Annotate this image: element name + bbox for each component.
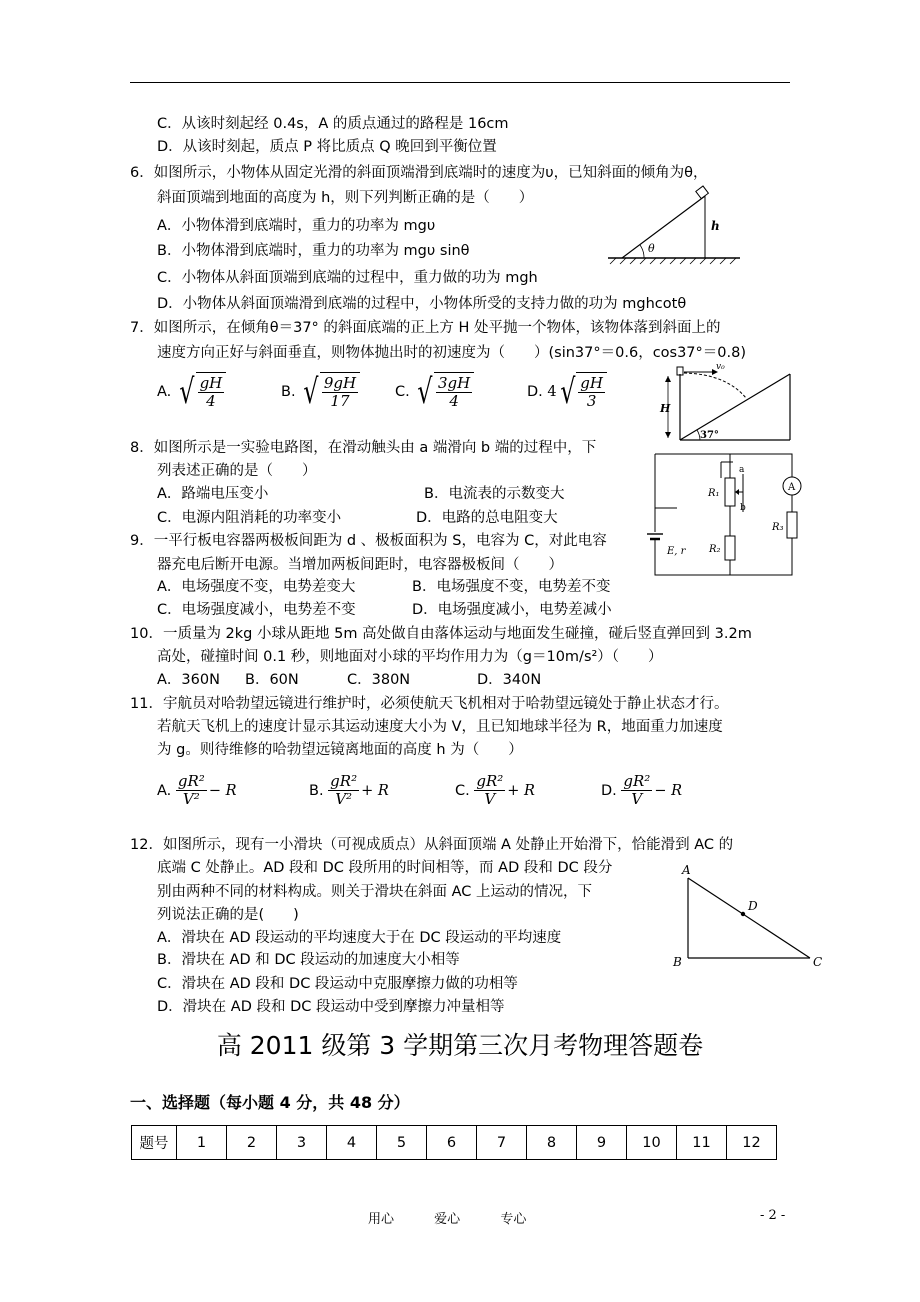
q7-d-num: gH <box>580 374 603 392</box>
q11-option-c <box>455 773 601 808</box>
q7-a-num: gH <box>199 374 223 392</box>
section-heading: 一、选择题（每小题 4 分，共 48 分） <box>130 1093 410 1112</box>
q7-stem-1: 7．如图所示，在倾角θ＝37° 的斜面底端的正上方 H 处平抛一个物体，该物体落到斜面上的 <box>130 320 721 336</box>
q7-b-den: 17 <box>330 392 350 410</box>
q8-r3-label: R₃ <box>772 522 784 533</box>
q12-stem-1: 12．如图所示，现有一小滑块（可视成质点）从斜面顶端 A 处静止开始滑下，恰能滑到 AC 的 <box>130 837 734 853</box>
table-cell: 6 <box>427 1126 477 1160</box>
q7-c-letter: C. <box>395 384 410 400</box>
q8-ammeter-label: A <box>788 482 796 493</box>
q11-d-den: V <box>631 790 643 808</box>
q7-option-b <box>281 372 395 412</box>
q7-option-d <box>527 372 607 412</box>
header-rule <box>130 82 790 83</box>
q8-b-label: b <box>740 503 746 513</box>
q8-option-d: D．电路的总电阻变大 <box>416 510 558 526</box>
footer-word-2: 爱心 <box>434 1212 461 1227</box>
q11-c-tail: + R <box>507 782 535 799</box>
table-cell: 12 <box>727 1126 777 1160</box>
table-row <box>132 1126 777 1160</box>
table-cell: 3 <box>277 1126 327 1160</box>
q10-stem-1: 10．一质量为 2kg 小球从距地 5m 高处做自由落体运动与地面发生碰撞，碰后竖直弹回到 3.2m <box>130 626 752 642</box>
table-cell: 7 <box>477 1126 527 1160</box>
q6-stem-1: 6．如图所示，小物体从固定光滑的斜面顶端滑到底端时的速度为υ，已知斜面的倾角为θ， <box>130 165 708 181</box>
q11-stem-2: 若航天飞机上的速度计显示其运动速度大小为 V，且已知地球半径为 R，地面重力加速度 <box>157 719 723 735</box>
sqrt-symbol: √ $\frac{9gH}{17}$ <box>300 372 360 412</box>
table-header-cell: 题号 <box>132 1126 177 1160</box>
q11-a-letter: A. <box>157 782 172 799</box>
q11-d-num: gR² <box>623 772 651 790</box>
answer-table <box>131 1125 777 1160</box>
q11-d-letter: D. <box>601 782 617 799</box>
table-cell: 4 <box>327 1126 377 1160</box>
q11-b-num: gR² <box>330 772 358 790</box>
q12-b-label: B <box>673 955 682 969</box>
footer-motto <box>368 1208 562 1227</box>
q7-b-letter: B. <box>281 384 296 400</box>
table-cell: 5 <box>377 1126 427 1160</box>
q6-incline-figure <box>600 184 745 270</box>
q11-a-tail: − R <box>208 782 237 799</box>
q8-circuit-figure <box>647 450 807 580</box>
q12-stem-3: 别由两种不同的材料构成。则关于滑块在斜面 AC 上运动的情况，下 <box>157 884 593 900</box>
q7-projectile-figure <box>660 364 795 444</box>
q11-b-tail: + R <box>361 782 389 799</box>
q9-stem-2: 器充电后断开电源。当增加两板间距时，电容器极板间（ ） <box>157 557 563 573</box>
q7-v0-label: v₀ <box>716 362 725 372</box>
q9-stem-1: 9．一平行板电容器两极板间距为 d 、极板面积为 S，电容为 C，对此电容 <box>130 533 607 549</box>
q10-stem-2: 高处，碰撞时间 0.1 秒，则地面对小球的平均作用力为（g＝10m/s²）（ ） <box>157 649 663 665</box>
q7-a-den: 4 <box>206 392 216 410</box>
q8-stem-2: 列表述正确的是（ ） <box>157 463 317 479</box>
q7-b-num: 9gH <box>323 374 357 392</box>
page-number: - 2 - <box>760 1208 786 1223</box>
table-cell: 9 <box>577 1126 627 1160</box>
q12-c-label: C <box>813 955 823 969</box>
q11-c-letter: C. <box>455 782 470 799</box>
q7-options <box>157 372 607 412</box>
q12-a-label: A <box>682 863 691 877</box>
table-cell: 2 <box>227 1126 277 1160</box>
q7-h-label: H <box>660 402 671 415</box>
q11-b-letter: B. <box>309 782 324 799</box>
q12-triangle-figure <box>670 862 830 972</box>
q12-option-a: A．滑块在 AD 段运动的平均速度大于在 DC 段运动的平均速度 <box>157 930 562 946</box>
q6-stem-2: 斜面顶端到地面的高度为 h，则下列判断正确的是（ ） <box>157 190 534 206</box>
q10-option-c: C．380N <box>347 672 411 688</box>
table-cell: 1 <box>177 1126 227 1160</box>
q12-d-label: D <box>748 899 758 913</box>
q8-option-c: C．电源内阻消耗的功率变小 <box>157 510 342 526</box>
footer-word-1: 用心 <box>368 1212 395 1227</box>
q7-c-num: 3gH <box>438 374 471 392</box>
q11-a-num: gR² <box>177 772 205 790</box>
q11-d-tail: − R <box>654 782 682 799</box>
q10-option-d: D．340N <box>477 672 542 688</box>
q5-option-c: C．从该时刻起经 0.4s，A 的质点通过的路程是 16cm <box>157 116 509 132</box>
q8-option-b: B．电流表的示数变大 <box>424 486 565 502</box>
q12-stem-4: 列说法正确的是( ) <box>157 907 299 923</box>
q11-option-b <box>309 773 455 808</box>
q10-option-a: A．360N <box>157 672 220 688</box>
q12-option-d: D．滑块在 AD 段和 DC 段运动中受到摩擦力冲量相等 <box>157 999 505 1015</box>
q7-c-den: 4 <box>449 392 459 410</box>
sqrt-symbol: √ $\frac{gH}{4}$ <box>176 372 226 412</box>
q6-option-d: D．小物体从斜面顶端滑到底端的过程中，小物体所受的支持力做的功为 mghcotθ <box>157 296 687 312</box>
q9-option-d: D．电场强度减小，电势差减小 <box>412 602 612 618</box>
q9-option-c: C．电场强度减小，电势差不变 <box>157 602 356 618</box>
q11-option-d <box>601 773 682 808</box>
q7-a-letter: A. <box>157 384 172 400</box>
q11-options <box>157 773 682 808</box>
q7-angle-label: 37° <box>700 430 719 441</box>
q11-c-den: V <box>484 790 496 808</box>
q11-b-den: V² <box>335 790 353 808</box>
table-cell: 10 <box>627 1126 677 1160</box>
q6-theta-label: θ <box>648 242 655 255</box>
q6-option-b: B．小物体滑到底端时，重力的功率为 mgυ sinθ <box>157 243 470 259</box>
q7-d-coef: 4 <box>547 384 557 400</box>
q6-option-a: A．小物体滑到底端时，重力的功率为 mgυ <box>157 218 436 234</box>
q8-emf-label: E, r <box>667 546 686 557</box>
q8-stem-1: 8．如图所示是一实验电路图，在滑动触头由 a 端滑向 b 端的过程中，下 <box>130 440 597 456</box>
q7-d-letter: D. <box>527 384 543 400</box>
q9-option-a: A．电场强度不变，电势差变大 <box>157 579 356 595</box>
q11-stem-1: 11．宇航员对哈勃望远镜进行维护时，必须使航天飞机相对于哈勃望远镜处于静止状态才行。 <box>130 696 729 712</box>
q7-stem-2: 速度方向正好与斜面垂直，则物体抛出时的初速度为（ ）(sin37°＝0.6，cos37°＝0.8) <box>157 345 747 361</box>
q7-option-c <box>395 372 527 412</box>
q12-stem-2: 底端 C 处静止。AD 段和 DC 段所用的时间相等，而 AD 段和 DC 段分 <box>157 860 613 876</box>
footer-word-3: 专心 <box>500 1212 527 1227</box>
q11-a-den: V² <box>182 790 200 808</box>
q6-option-c: C．小物体从斜面顶端到底端的过程中，重力做的功为 mgh <box>157 270 538 286</box>
q10-option-b: B．60N <box>245 672 299 688</box>
table-cell: 11 <box>677 1126 727 1160</box>
q11-stem-3: 为 g。则待维修的哈勃望远镜离地面的高度 h 为（ ） <box>157 742 523 758</box>
q5-option-d: D．从该时刻起，质点 P 将比质点 Q 晚回到平衡位置 <box>157 139 497 155</box>
sqrt-symbol: √ $\frac{3gH}{4}$ <box>414 372 474 412</box>
q7-option-a <box>157 372 281 412</box>
q12-option-b: B．滑块在 AD 和 DC 段运动的加速度大小相等 <box>157 952 460 968</box>
q8-r2-label: R₂ <box>709 544 721 555</box>
q6-h-label: h <box>711 219 720 233</box>
sqrt-symbol: √ $\frac{gH}{3}$ <box>557 372 607 412</box>
q9-option-b: B．电场强度不变，电势差不变 <box>412 579 611 595</box>
q8-r1-label: R₁ <box>708 488 720 499</box>
q7-d-den: 3 <box>586 392 597 410</box>
q11-c-num: gR² <box>476 772 504 790</box>
q12-option-c: C．滑块在 AD 段和 DC 段运动中克服摩擦力做的功相等 <box>157 976 518 992</box>
q8-option-a: A．路端电压变小 <box>157 486 269 502</box>
answer-sheet-title: 高 2011 级第 3 学期第三次月考物理答题卷 <box>216 1031 704 1060</box>
q11-option-a <box>157 773 309 808</box>
table-cell: 8 <box>527 1126 577 1160</box>
q8-a-label: a <box>739 465 745 475</box>
